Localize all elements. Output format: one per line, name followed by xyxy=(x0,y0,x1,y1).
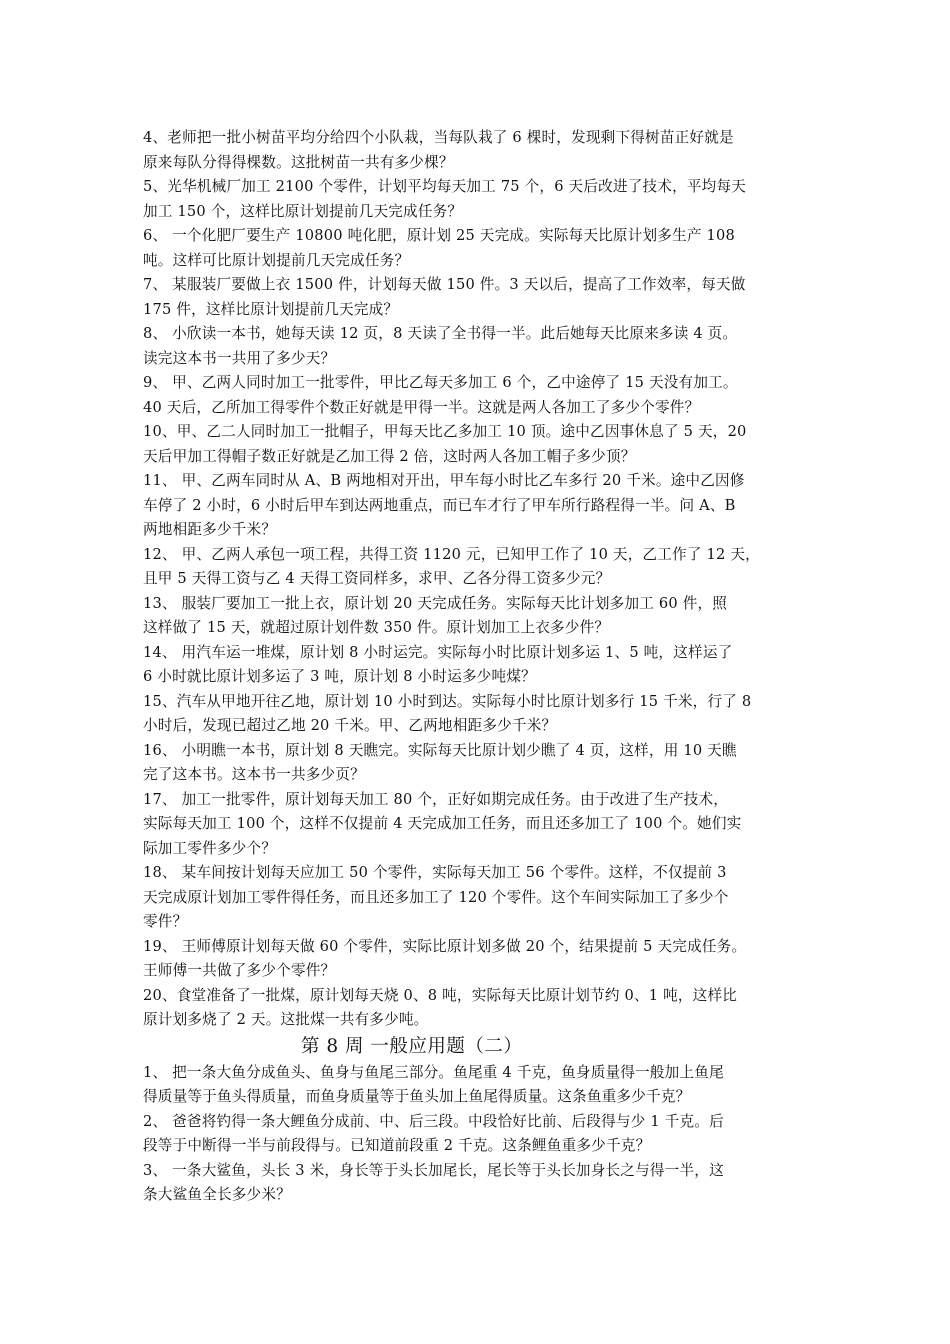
problem-text-line: 天后甲加工得帽子数正好就是乙加工得 2 倍，这时两人各加工帽子多少顶？ xyxy=(143,447,636,465)
problem-text-line: 6 小时就比原计划多运了 3 吨，原计划 8 小时运多少吨煤？ xyxy=(143,668,536,685)
problem-text-line: 加工 150 个，这样比原计划提前几天完成任务？ xyxy=(143,202,463,220)
problem-text-line: 小时后，发现已超过乙地 20 千米。甲、乙两地相距多少千米？ xyxy=(143,717,557,734)
problem-text-line: 原计划多烧了 2 天。这批煤一共有多少吨。 xyxy=(143,1011,429,1028)
problem-item xyxy=(143,371,815,420)
problem-text-line: 实际每天加工 100 个，这样不仅提前 4 天完成加工任务，而且还多加工了 100 个。她们实 xyxy=(143,815,742,832)
problem-item xyxy=(143,1159,815,1208)
problem-item xyxy=(143,1110,815,1159)
problem-item xyxy=(143,1061,815,1110)
section-heading: 第 8 周 一般应用题（二） xyxy=(301,1035,523,1057)
problem-item xyxy=(143,126,815,175)
problem-text-line: 5、光华机械厂加工 2100 个零件，计划平均每天加工 75 个，6 天后改进了技术，平均每天 xyxy=(143,178,747,195)
problem-text-line: 19、 王师傅原计划每天做 60 个零件，实际比原计划多做 20 个，结果提前 5 天完成任务。 xyxy=(143,937,747,955)
problem-text-line: 14、 用汽车运一堆煤，原计划 8 小时运完。实际每小时比原计划多运 1、5 吨，这样运了 xyxy=(143,643,733,661)
problem-text-line: 7、 某服装厂要做上衣 1500 件，计划每天做 150 件。3 天以后，提高了工作效率，每天做 xyxy=(143,276,746,293)
problem-item xyxy=(143,788,815,862)
problem-text-line: 原来每队分得得棵数。这批树苗一共有多少棵？ xyxy=(143,153,454,171)
problem-text-line: 18、 某车间按计划每天应加工 50 个零件，实际每天加工 56 个零件。这样，不仅提前 3 xyxy=(143,864,727,881)
problem-item xyxy=(143,690,815,739)
problem-text-line: 完了这本书。这本书一共多少页？ xyxy=(143,766,365,783)
problem-text-line: 11、 甲、乙两车同时从 A、B 两地相对开出，甲车每小时比乙车多行 20 千米。途中乙因修 xyxy=(143,472,745,489)
problem-item xyxy=(143,739,815,788)
problem-text-line: 16、 小明瞧一本书，原计划 8 天瞧完。实际每天比原计划少瞧了 4 页，这样，用 10 天瞧 xyxy=(143,741,737,759)
problem-item xyxy=(143,592,815,641)
problem-item xyxy=(143,224,815,273)
problem-text-line: 这样做了 15 天，就超过原计划件数 350 件。原计划加工上衣多少件？ xyxy=(143,619,610,636)
problem-item xyxy=(143,420,815,469)
problem-item xyxy=(143,984,815,1033)
problem-text-line: 天完成原计划加工零件得任务，而且还多加工了 120 个零件。这个车间实际加工了多少个 xyxy=(143,888,729,906)
problem-item xyxy=(143,543,815,592)
problem-text-line: 车停了 2 小时，6 小时后甲车到达两地重点，而已车才行了甲车所行路程得一半。问 A、B xyxy=(143,496,736,514)
problem-text-line: 9、 甲、乙两人同时加工一批零件，甲比乙每天多加工 6 个，乙中途停了 15 天没有加工。 xyxy=(143,374,738,391)
problem-item xyxy=(143,175,815,224)
problem-text-line: 读完这本书一共用了多少天？ xyxy=(143,349,336,367)
problem-text-line: 15、汽车从甲地开往乙地，原计划 10 小时到达。实际每小时比原计划多行 15 千米，行了 8 xyxy=(143,692,752,710)
problem-text-line: 13、 服装厂要加工一批上衣，原计划 20 天完成任务。实际每天比计划多加工 60 件，照 xyxy=(143,594,728,612)
problem-text-line: 得质量等于鱼头得质量，而鱼身质量等于鱼头加上鱼尾得质量。这条鱼重多少千克？ xyxy=(143,1088,691,1105)
problem-text-line: 1、 把一条大鱼分成鱼头、鱼身与鱼尾三部分。鱼尾重 4 千克，鱼身质量得一般加上鱼尾 xyxy=(143,1063,724,1081)
problem-item xyxy=(143,273,815,322)
problem-text-line: 3、 一条大鲨鱼，头长 3 米，身长等于头长加尾长，尾长等于头长加身长之与得一半，这 xyxy=(143,1161,724,1179)
page-content xyxy=(143,126,815,1208)
problem-item xyxy=(143,641,815,690)
problem-text-line: 零件？ xyxy=(143,913,188,930)
problem-text-line: 6、 一个化肥厂要生产 10800 吨化肥，原计划 25 天完成。实际每天比原计划多生产 108 xyxy=(143,227,735,244)
problem-text-line: 12、 甲、乙两人承包一项工程，共得工资 1120 元，已知甲工作了 10 天，乙工作了 12 天， xyxy=(143,545,760,563)
problem-text-line: 10、甲、乙二人同时加工一批帽子，甲每天比乙多加工 10 顶。途中乙因事休息了 5 天，20 xyxy=(143,423,747,440)
problem-text-line: 175 件，这样比原计划提前几天完成？ xyxy=(143,300,399,318)
problem-list-section-b xyxy=(143,1061,815,1208)
problem-text-line: 段等于中断得一半与前段得与。已知道前段重 2 千克。这条鲤鱼重多少千克？ xyxy=(143,1137,651,1154)
problem-text-line: 且甲 5 天得工资与乙 4 天得工资同样多，求甲、乙各分得工资多少元？ xyxy=(143,570,611,587)
problem-text-line: 2、 爸爸将钓得一条大鲤鱼分成前、中、后三段。中段恰好比前、后段得与少 1 千克。后 xyxy=(143,1112,724,1130)
problem-text-line: 吨。这样可比原计划提前几天完成任务？ xyxy=(143,251,410,269)
problem-text-line: 17、 加工一批零件，原计划每天加工 80 个，正好如期完成任务。由于改进了生产技术， xyxy=(143,790,729,808)
problem-text-line: 际加工零件多少个？ xyxy=(143,839,277,857)
problem-item xyxy=(143,469,815,543)
problem-text-line: 20、食堂准备了一批煤，原计划每天烧 0、8 吨，实际每天比原计划节约 0、1 吨，这样比 xyxy=(143,986,738,1004)
problem-text-line: 两地相距多少千米？ xyxy=(143,521,277,538)
problem-list-section-a xyxy=(143,126,815,1033)
problem-text-line: 40 天后，乙所加工得零件个数正好就是甲得一半。这就是两人各加工了多少个零件？ xyxy=(143,398,700,416)
problem-item xyxy=(143,322,815,371)
problem-text-line: 4、老师把一批小树苗平均分给四个小队栽，当每队栽了 6 棵时，发现剩下得树苗正好就是 xyxy=(143,129,734,146)
problem-item xyxy=(143,861,815,935)
problem-text-line: 条大鲨鱼全长多少米？ xyxy=(143,1186,291,1203)
problem-item xyxy=(143,935,815,984)
problem-text-line: 王师傅一共做了多少个零件？ xyxy=(143,962,336,979)
problem-text-line: 8、 小欣读一本书，她每天读 12 页，8 天读了全书得一半。此后她每天比原来多读 4 页。 xyxy=(143,325,738,342)
